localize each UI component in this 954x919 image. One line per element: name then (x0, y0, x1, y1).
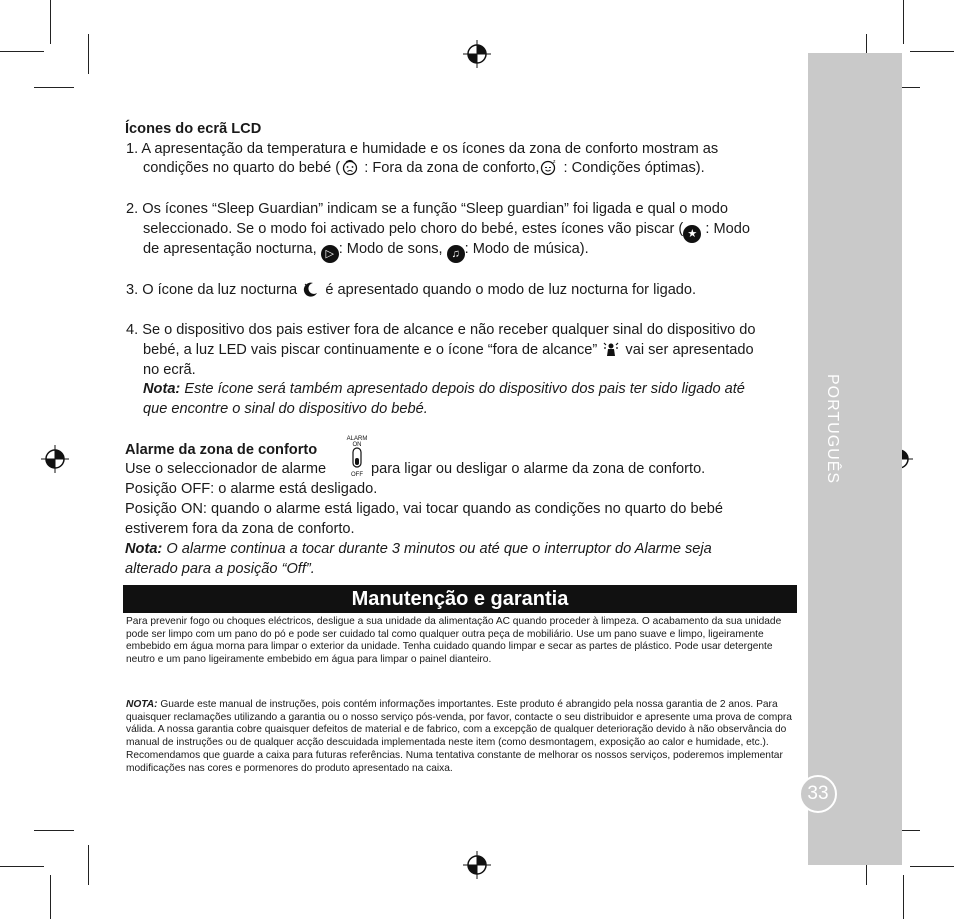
svg-text:ON: ON (352, 442, 362, 448)
crop-mark (34, 87, 74, 88)
crop-mark (903, 0, 904, 44)
alarm-switch-icon (344, 434, 370, 478)
lcd-item-4-line-3: no ecrã. (143, 362, 196, 378)
lcd-item-4-line-2: bebé, a luz LED vais piscar continuamente e o ícone “fora de alcance” vai ser apresentado (143, 342, 754, 358)
night-display-mode-icon: ★ (683, 225, 701, 243)
lcd-item-4-note-line-1: Nota: Este ícone será também apresentado depois do dispositivo dos pais ter sido ligado até (143, 381, 745, 397)
page-number: 33 (799, 775, 837, 813)
maintenance-paragraph-2: NOTA: Guarde este manual de instruções, pois contém informações importantes. Este produto é abrangido pela nossa garantia de 2 anos. Para quaisquer reclamações utilizando a garantia ou o nosso serviço pós-venda, por favor, contacte o seu distribuidor e apresente uma prova de compra válida. A nossa garantia cobre quaisquer defeitos de material e de fabrico, com a excepção de qualquer deterioração devido à não observância do manual de instruções ou de qualquer acção descuidada implementada neste item (como desmontagem, exposição ao calor e humidade, etc.). Recomendamos que guarde a caixa para futuras referências. Numa tentativa constante de melhorar os nossos serviços, poderemos implementar modificações nas cores e pormenores do produto apresentado na caixa. (126, 699, 792, 774)
alarm-note-line-1: Nota: O alarme continua a tocar durante 3 minutos ou até que o interruptor do Alarme seja (125, 541, 712, 557)
lcd-item-3: 3. O ícone da luz nocturna é apresentado quando o modo de luz nocturna for ligado. (126, 282, 697, 298)
crop-mark (50, 0, 51, 44)
crop-mark (903, 875, 904, 919)
svg-text:OFF: OFF (351, 472, 363, 478)
alarm-line-2: Posição OFF: o alarme está desligado. (125, 481, 378, 497)
crop-mark (88, 34, 89, 74)
alarm-note-line-2: alterado para a posição “Off”. (125, 561, 315, 577)
crop-mark (34, 830, 74, 831)
registration-mark-icon (462, 850, 492, 880)
lcd-item-4-note-line-2: que encontre o sinal do dispositivo do bebé. (143, 401, 428, 417)
lcd-item-2-line-1: 2. Os ícones “Sleep Guardian” indicam se a função “Sleep guardian” foi ligada e qual o modo (126, 201, 728, 217)
maintenance-title-banner: Manutenção e garantia (123, 585, 797, 613)
lcd-item-2-line-3: de apresentação nocturna, ▷ : Modo de sons, ♫ : Modo de música). (143, 239, 589, 263)
registration-mark-icon (462, 39, 492, 69)
music-mode-icon: ♫ (447, 245, 465, 263)
crop-mark (910, 866, 954, 867)
crop-mark (88, 845, 89, 885)
alarm-line-1b: para ligar ou desligar o alarme da zona de conforto. (371, 461, 706, 477)
baby-face-optimal-icon (540, 158, 558, 176)
lcd-item-1-line-1: 1. A apresentação da temperatura e humidade e os ícones da zona de conforto mostram as (126, 141, 719, 157)
maintenance-paragraph-1: Para prevenir fogo ou choques eléctricos, desligue a sua unidade da alimentação AC quando proceder à limpeza. O acabamento da sua unidade pode ser limpo com um pano do pó e pode ser cuidado tal como qualquer outra peça de mobiliário. Use um pano suave e limpo, ligeiramente embebido em água morna para limpar o exterior da unidade. Tenha cuidado quando limpar e secar as partes de plástico. Pode usar detergente neutro e um pano ligeiramente embebido em água para limpar o painel dianteiro. (126, 616, 782, 666)
svg-text:ALARM: ALARM (346, 436, 368, 442)
night-light-icon (302, 280, 320, 298)
out-of-range-icon (602, 340, 620, 358)
svg-text:z: z (553, 159, 556, 165)
language-label: PORTUGUÊS (824, 374, 841, 485)
baby-face-out-of-zone-icon (341, 158, 359, 176)
lcd-item-1-line-2: condições no quarto do bebé ( : Fora da zona de conforto, z : Condições óptimas). (143, 159, 705, 176)
lcd-item-4-line-1: 4. Se o dispositivo dos pais estiver fora de alcance e não receber qualquer sinal do dispositivo do (126, 322, 756, 338)
alarm-line-1a: Use o seleccionador de alarme (125, 461, 327, 477)
registration-mark-icon (40, 444, 70, 474)
crop-mark (0, 51, 44, 52)
lcd-item-2-line-2: seleccionado. Se o modo foi activado pelo choro do bebé, estes ícones vão piscar ( ★ : Modo (143, 219, 750, 243)
alarm-line-4: estiverem fora da zona de conforto. (125, 521, 355, 537)
lcd-section-heading: Ícones do ecrã LCD (125, 121, 262, 137)
alarm-section-heading: Alarme da zona de conforto (125, 442, 318, 458)
sound-mode-icon: ▷ (321, 245, 339, 263)
alarm-line-3: Posição ON: quando o alarme está ligado, vai tocar quando as condições no quarto do bebé (125, 501, 723, 517)
crop-mark (50, 875, 51, 919)
crop-mark (910, 51, 954, 52)
crop-mark (0, 866, 44, 867)
